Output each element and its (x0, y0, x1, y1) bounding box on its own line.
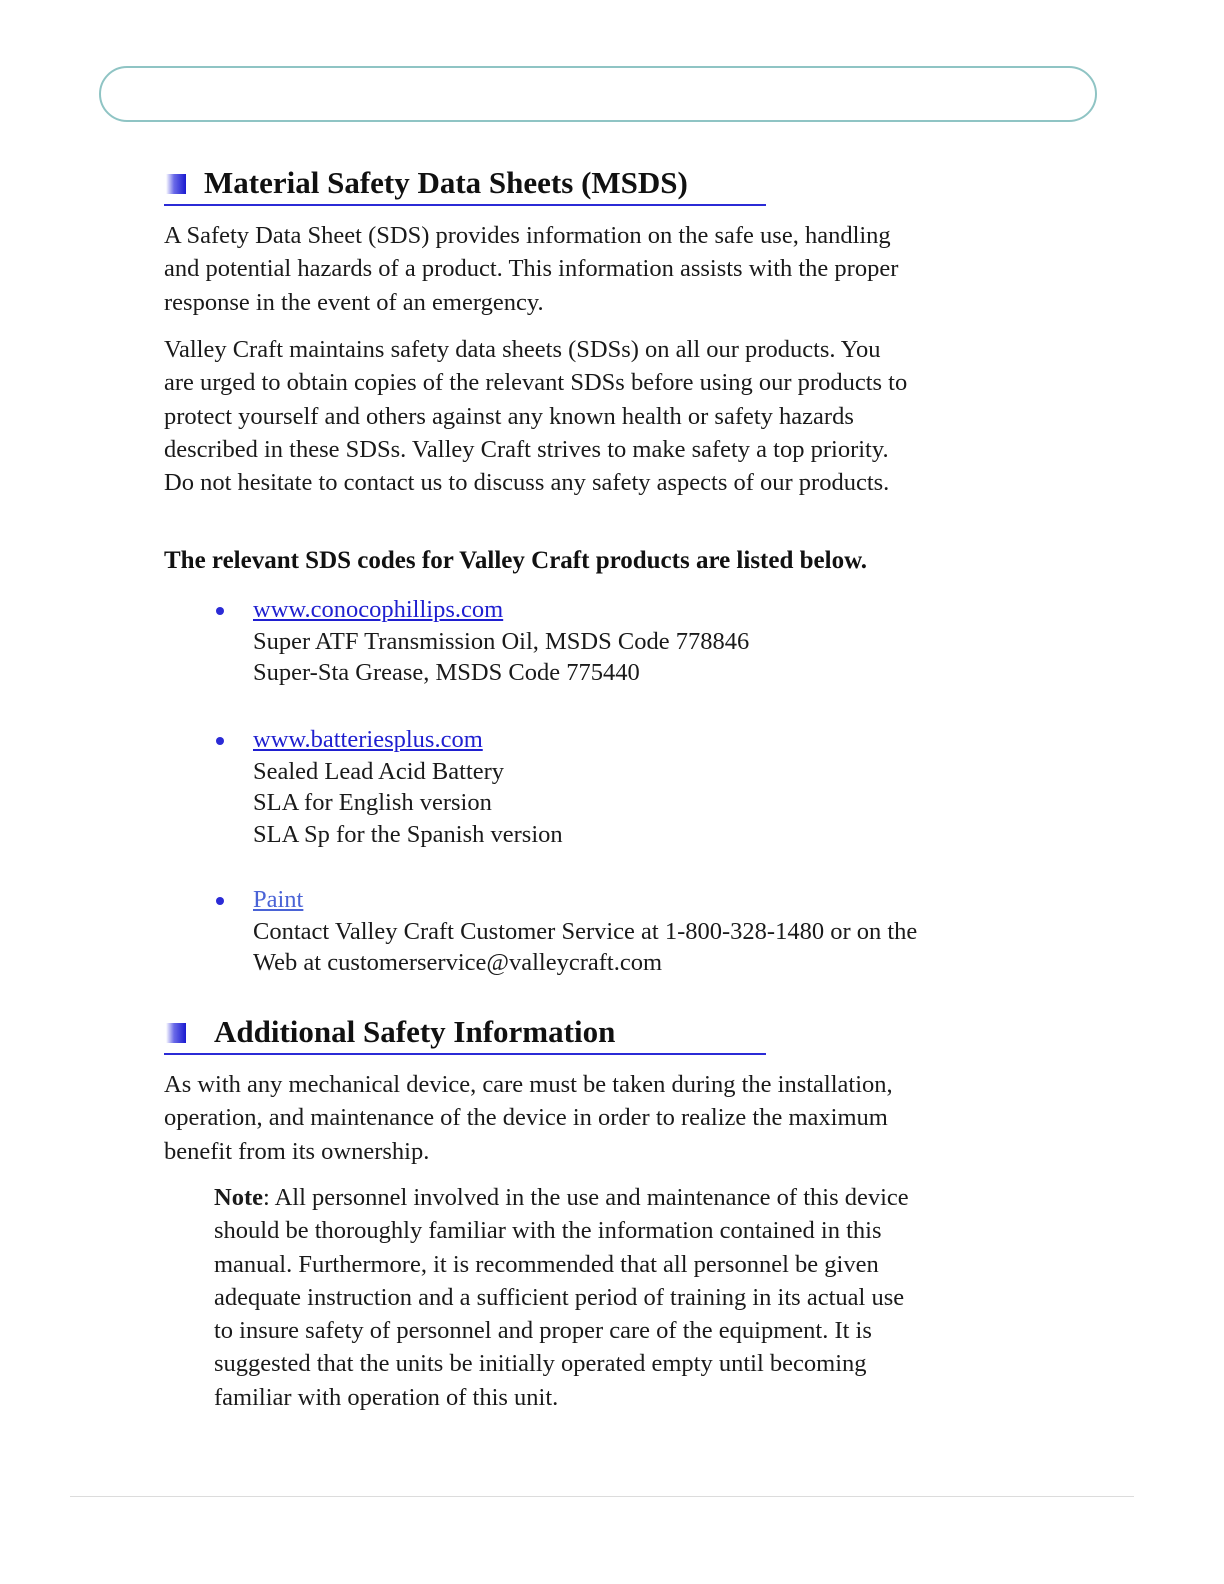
msds-paragraph-2 (164, 333, 1024, 499)
msds-paragraph-1 (164, 219, 1024, 319)
heading-marker-icon (166, 1023, 186, 1043)
heading-marker-icon (166, 174, 186, 194)
note-label: Note (214, 1184, 263, 1211)
text-line: are urged to obtain copies of the relevant SDSs before using our products to (164, 369, 908, 397)
text-line: manual. Furthermore, it is recommended that all personnel be given (214, 1250, 879, 1278)
section-heading-additional-safety (164, 1013, 766, 1055)
text-line: benefit from its ownership. (164, 1137, 430, 1165)
text-line: : All personnel involved in the use and maintenance of this device (262, 1184, 909, 1211)
footer-divider (70, 1496, 1134, 1497)
section-title-additional-safety: Additional Safety Information (214, 1014, 616, 1049)
text-line: Super-Sta Grease, MSDS Code 775440 (253, 659, 640, 686)
header-banner-box (99, 66, 1097, 122)
text-line: operation, and maintenance of the device in order to realize the maximum (164, 1104, 888, 1132)
text-line: described in these SDSs. Valley Craft strives to make safety a top priority. (164, 435, 889, 463)
bullet-icon (216, 737, 224, 745)
text-line: Sealed Lead Acid Battery (253, 757, 505, 785)
paint-link[interactable]: Paint (253, 886, 304, 913)
additional-safety-paragraph (164, 1068, 1024, 1168)
text-line: SLA Sp for the Spanish version (253, 820, 563, 848)
bullet-icon (216, 607, 224, 615)
section-heading-msds (164, 164, 766, 206)
text-line: SLA for English version (253, 789, 492, 816)
text-line: response in the event of an emergency. (164, 288, 544, 316)
batteriesplus-link[interactable]: www.batteriesplus.com (253, 726, 483, 753)
text-line: Web at customerservice@valleycraft.com (253, 949, 662, 976)
text-line: to insure safety of personnel and proper care of the equipment. It is (214, 1317, 872, 1345)
text-line: Super ATF Transmission Oil, MSDS Code 778846 (253, 627, 750, 655)
text-line: As with any mechanical device, care must be taken during the installation, (164, 1071, 893, 1098)
bullet-icon (216, 897, 224, 905)
text-line: suggested that the units be initially operated empty until becoming (214, 1350, 867, 1378)
section-title-msds: Material Safety Data Sheets (MSDS) (204, 165, 688, 200)
note-block (214, 1181, 1034, 1414)
text-line: adequate instruction and a sufficient period of training in its actual use (214, 1283, 905, 1311)
text-line: Valley Craft maintains safety data sheets (SDSs) on all our products. You (164, 336, 881, 363)
text-line: should be thoroughly familiar with the information contained in this (214, 1217, 882, 1245)
conocophillips-link[interactable]: www.conocophillips.com (253, 596, 504, 623)
text-line: protect yourself and others against any known health or safety hazards (164, 402, 854, 430)
text-line: familiar with operation of this unit. (214, 1383, 559, 1411)
sds-codes-intro: The relevant SDS codes for Valley Craft products are listed below. (164, 547, 868, 574)
text-line: Do not hesitate to contact us to discuss any safety aspects of our products. (164, 469, 890, 497)
text-line: and potential hazards of a product. This information assists with the proper (164, 255, 899, 283)
text-line: A Safety Data Sheet (SDS) provides information on the safe use, handling (164, 222, 891, 249)
text-line: Contact Valley Craft Customer Service at 1-800-328-1480 or on the (253, 917, 918, 945)
